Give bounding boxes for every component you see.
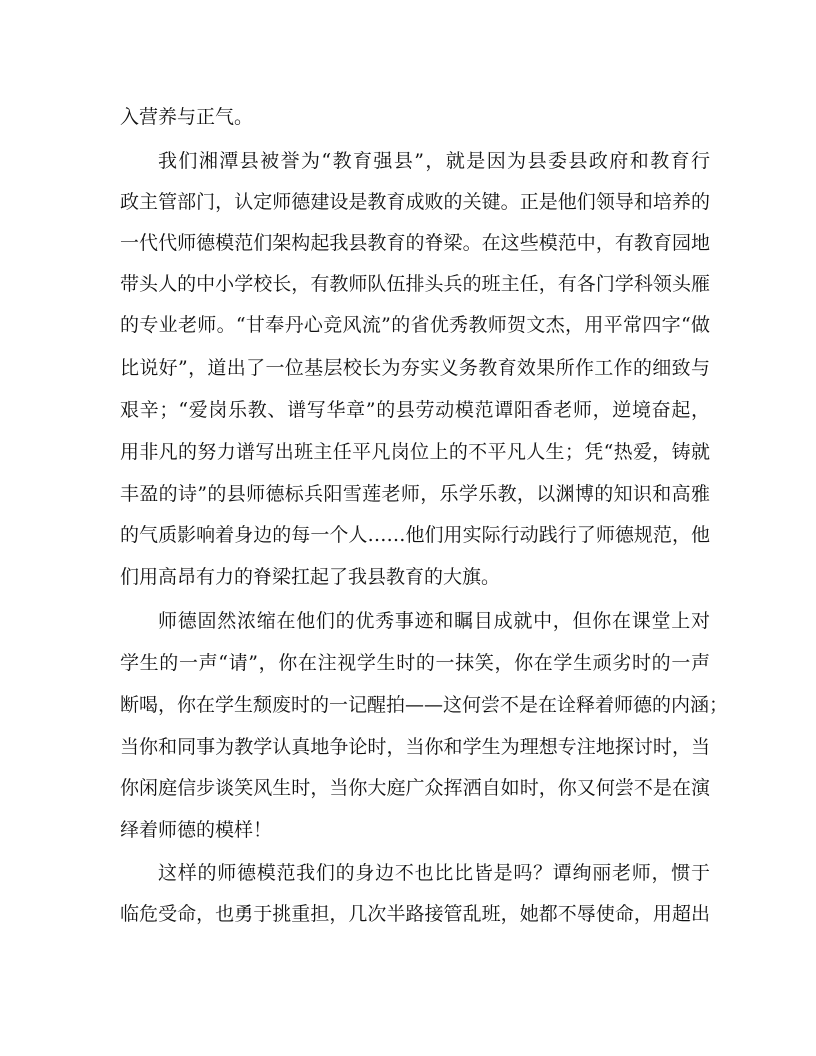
paragraph-line: 入营养与正气。 <box>120 106 254 128</box>
paragraph-line: 这样的师德模范我们的身边不也比比皆是吗？谭绚丽老师，惯于 <box>158 862 710 884</box>
paragraph-line: 带头人的中小学校长，有教师队伍排头兵的班主任，有各门学科领头雁 <box>120 273 710 295</box>
paragraph-line: 政主管部门，认定师德建设是教育成败的关键。正是他们领导和培养的 <box>120 191 710 213</box>
paragraph-line: 的气质影响着身边的每一个人……他们用实际行动践行了师德规范，他 <box>120 524 710 546</box>
paragraph-line: 一代代师德模范们架构起我县教育的脊梁。在这些模范中，有教育园地 <box>120 232 710 254</box>
paragraph-line: 绎着师德的模样！ <box>120 819 273 841</box>
paragraph-line: 用非凡的努力谱写出班主任平凡岗位上的不平凡人生；凭“热爱，铸就 <box>120 441 710 463</box>
paragraph-line: 我们湘潭县被誉为“教育强县”，就是因为县委县政府和教育行 <box>158 150 710 172</box>
paragraph-line: 的专业老师。“甘奉丹心竞风流”的省优秀教师贺文杰，用平常四字“做 <box>120 314 710 336</box>
paragraph-line: 当你和同事为教学认真地争论时，当你和学生为理想专注地探讨时，当 <box>120 736 710 758</box>
paragraph-line: 艰辛；“爱岗乐教、谱写华章”的县劳动模范谭阳香老师，逆境奋起， <box>120 399 710 421</box>
paragraph-line: 丰盈的诗”的县师德标兵阳雪莲老师，乐学乐教，以渊博的知识和高雅 <box>120 483 710 505</box>
paragraph-line: 断喝，你在学生颓废时的一记醒拍——这何尝不是在诠释着师德的内涵； <box>120 694 729 716</box>
paragraph-line: 你闲庭信步谈笑风生时，当你大庭广众挥洒自如时，你又何尝不是在演 <box>120 777 710 799</box>
paragraph-line: 们用高昂有力的脊梁扛起了我县教育的大旗。 <box>120 566 501 588</box>
paragraph-line: 学生的一声“请”，你在注视学生时的一抹笑，你在学生顽劣时的一声 <box>120 652 710 674</box>
paragraph-line: 师德固然浓缩在他们的优秀事迹和瞩目成就中，但你在课堂上对 <box>158 610 710 632</box>
paragraph-line: 比说好”，道出了一位基层校长为夯实义务教育效果所作工作的细致与 <box>120 357 710 379</box>
paragraph-line: 临危受命，也勇于挑重担，几次半路接管乱班，她都不辱使命，用超出 <box>120 903 710 925</box>
